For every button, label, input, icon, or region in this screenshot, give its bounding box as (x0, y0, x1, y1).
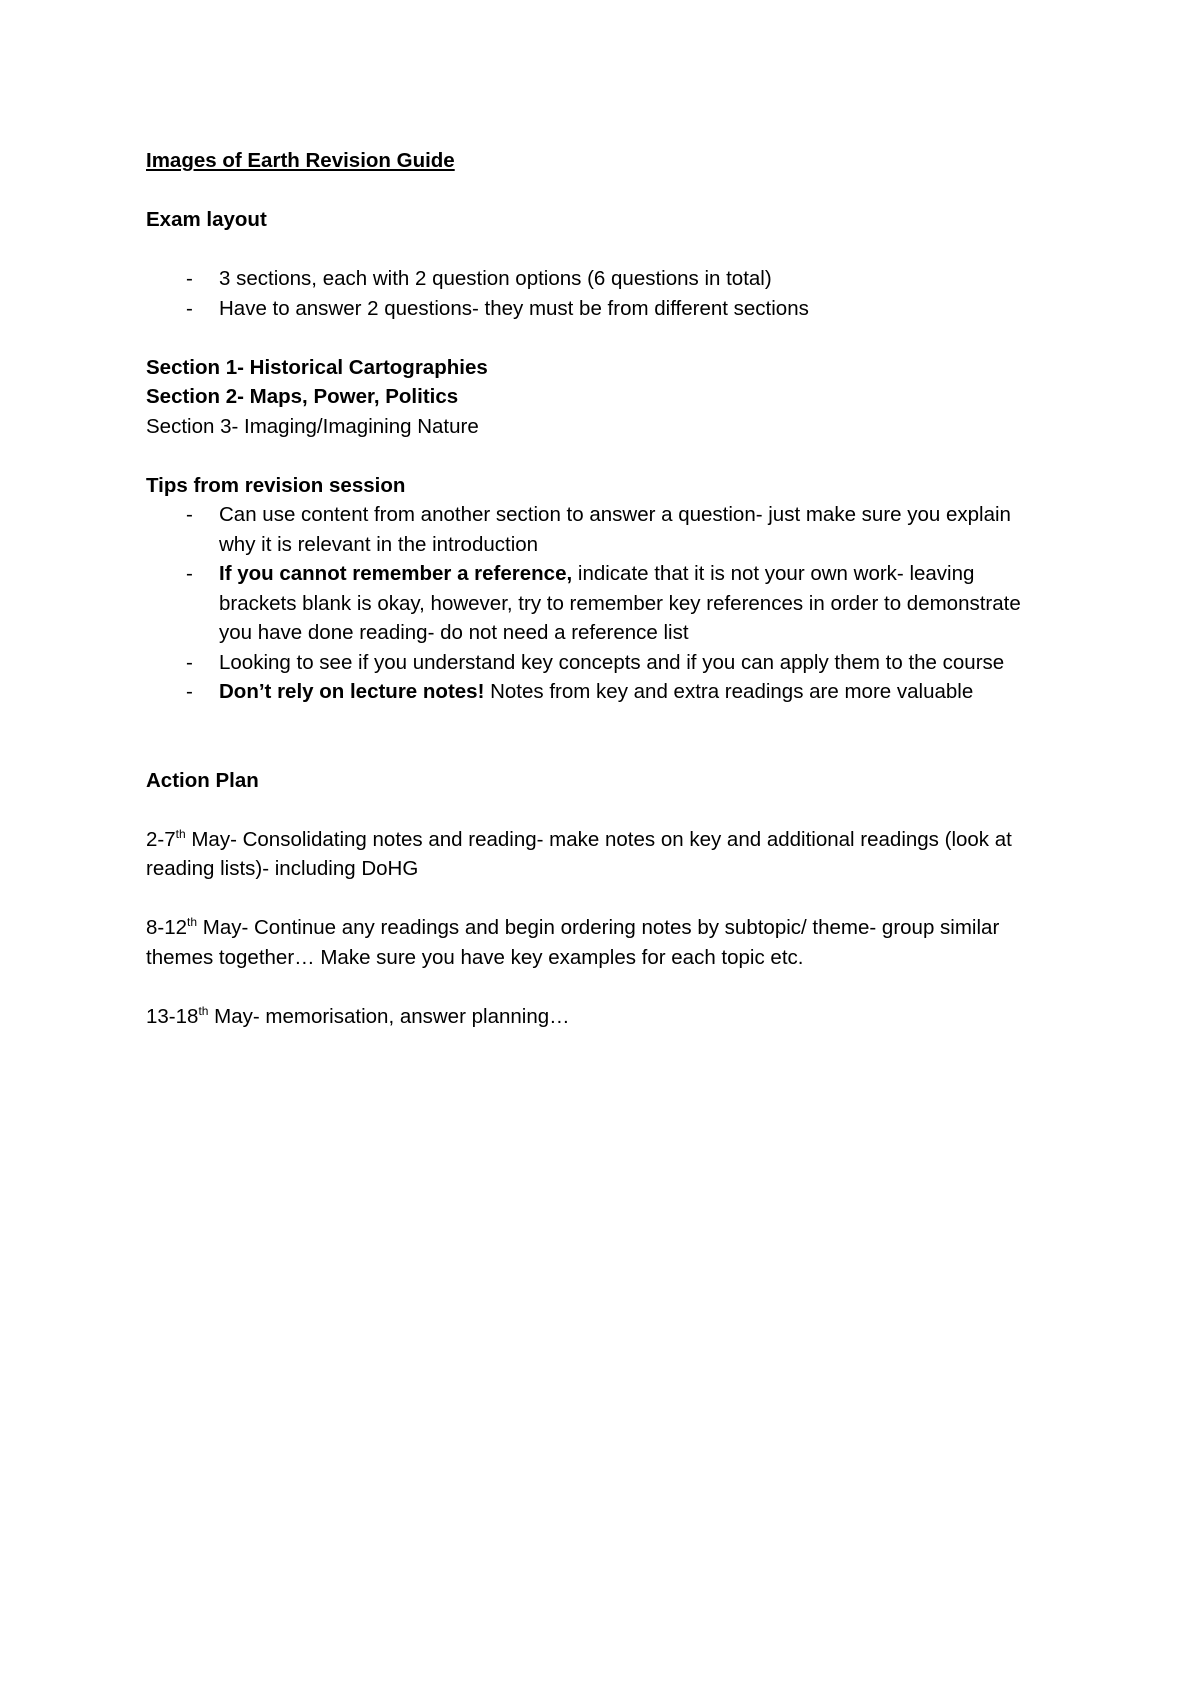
entry-text: May- Continue any readings and begin ordering notes by subtopic/ theme- group similar themes together… Make sure you have key examples for each topic etc. (146, 916, 1000, 969)
date-suffix: th (187, 915, 198, 929)
entry-text: May- Consolidating notes and reading- make notes on key and additional readings (look at reading lists)- including DoHG (146, 827, 1012, 880)
entry-date: 8-12 (146, 916, 188, 939)
action-plan-entry (146, 825, 1076, 884)
entry-date: 2-7 (146, 827, 176, 851)
list-item: - 3 sections, each with 2 question options (6 questions in total) (146, 264, 1076, 294)
list-item (146, 677, 1029, 707)
document-title: Images of Earth Revision Guide (146, 149, 455, 172)
date-suffix: th (198, 1003, 209, 1018)
date-suffix: th (175, 826, 186, 841)
section-3-label: Section 3- Imaging/Imagining Nature (146, 414, 479, 438)
action-plan-entry (146, 913, 1036, 972)
document-body (146, 146, 1076, 1031)
list-item (146, 648, 1029, 678)
action-plan-entry (146, 1002, 1076, 1032)
tip-text: Notes from key and extra readings are more valuable (484, 680, 974, 703)
section-1-label: Section 1- Historical Cartographies (146, 355, 488, 379)
tip-bold-lead: If you cannot remember a reference, (219, 562, 573, 585)
tips-heading: Tips from revision session (146, 473, 406, 497)
list-item (146, 559, 1029, 648)
tips-list (146, 500, 1076, 707)
tip-text: Can use content from another section to answer a question- just make sure you explain why it is relevant in the introduction (219, 503, 1011, 556)
tip-bold-lead: Don’t rely on lecture notes! (219, 680, 485, 703)
tip-text: Looking to see if you understand key concepts and if you can apply them to the course (219, 650, 1005, 674)
exam-layout-heading: Exam layout (146, 208, 267, 231)
section-2-label: Section 2- Maps, Power, Politics (146, 385, 459, 408)
list-item: - Have to answer 2 questions- they must be from different sections (146, 294, 1076, 324)
tip-text: indicate that it is not your own work- leaving brackets blank is okay, however, try to remember key references in order to demonstrate you have done reading- do not need a reference list (219, 562, 1021, 644)
entry-date: 13-18 (146, 1004, 199, 1028)
action-plan-heading: Action Plan (146, 768, 259, 792)
list-item (146, 500, 1029, 559)
exam-layout-list (146, 264, 1076, 323)
entry-text: May- memorisation, answer planning… (208, 1004, 570, 1028)
